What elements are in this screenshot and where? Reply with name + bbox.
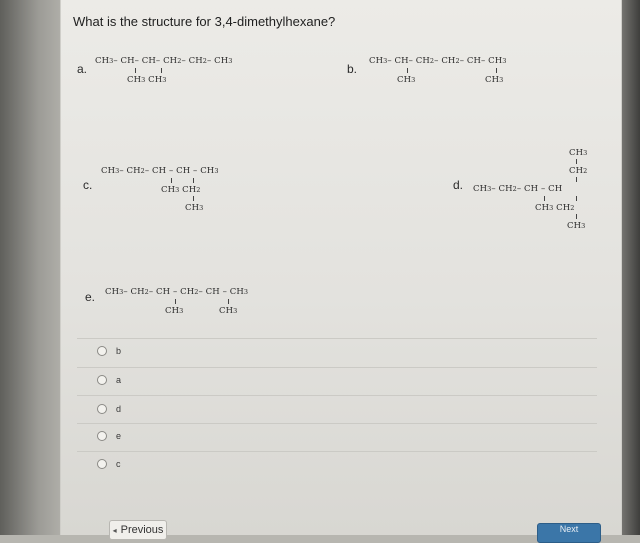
- radio-button[interactable]: [97, 459, 107, 469]
- option-c-substituents: CH3 CH2: [161, 185, 201, 195]
- option-d-bond-3: [576, 214, 577, 219]
- option-d-main-chain: CH3– CH2– CH – CH: [473, 184, 563, 194]
- option-a-letter: a.: [77, 62, 88, 76]
- option-e-letter: e.: [85, 290, 96, 304]
- option-d-substituents: CH3 CH2: [535, 203, 575, 213]
- radio-button[interactable]: [97, 346, 107, 356]
- option-c-bond-2: [193, 178, 194, 183]
- choice-divider: [77, 423, 597, 424]
- chevron-left-icon: ◂: [112, 525, 117, 535]
- option-e-main-chain: CH3– CH2– CH – CH2– CH – CH3: [105, 287, 249, 297]
- radio-button[interactable]: [97, 431, 107, 441]
- answer-choice-e[interactable]: [97, 428, 121, 444]
- option-c-lower-substituent: CH3: [185, 203, 204, 213]
- option-b-main-chain: CH3– CH– CH2– CH2– CH– CH3: [369, 56, 507, 66]
- option-a-bond-1: [135, 68, 136, 73]
- answer-label: c: [116, 459, 121, 469]
- previous-button[interactable]: [109, 520, 167, 540]
- option-b-bond-2: [496, 68, 497, 73]
- answer-label: d: [116, 404, 122, 414]
- answer-divider: [77, 338, 597, 339]
- answer-label: a: [116, 375, 122, 385]
- option-e-bond-2: [228, 299, 229, 304]
- answer-label: b: [116, 346, 122, 356]
- option-a-main-chain: CH3– CH– CH– CH2– CH2– CH3: [95, 56, 233, 66]
- option-e-substituent-2: CH3: [219, 306, 238, 316]
- option-b-substituent-1: CH3: [397, 75, 416, 85]
- answer-choice-c[interactable]: [97, 456, 121, 472]
- option-d-bond-top: [576, 159, 577, 164]
- option-d-bond-upper: [576, 177, 577, 182]
- option-d-bond-2: [576, 196, 577, 201]
- choice-divider: [77, 395, 597, 396]
- option-c-bond-3: [193, 196, 194, 201]
- option-c-letter: c.: [83, 178, 93, 192]
- question-text: What is the structure for 3,4-dimethylhexane?: [73, 14, 336, 29]
- option-b-letter: b.: [347, 62, 358, 76]
- radio-button[interactable]: [97, 375, 107, 385]
- choice-divider: [77, 451, 597, 452]
- next-label: Next: [559, 524, 579, 534]
- option-a-substituents: CH3 CH3: [127, 75, 167, 85]
- choice-divider: [77, 367, 597, 368]
- answer-label: e: [116, 431, 122, 441]
- option-d-letter: d.: [453, 178, 464, 192]
- option-d-lower-substituent: CH3: [567, 221, 586, 231]
- option-b-substituent-2: CH3: [485, 75, 504, 85]
- answer-choice-d[interactable]: [97, 401, 121, 417]
- option-c-bond-1: [171, 178, 172, 183]
- option-e-bond-1: [175, 299, 176, 304]
- option-b-bond-1: [407, 68, 408, 73]
- option-e-substituent-1: CH3: [165, 306, 184, 316]
- option-d-top-methylene: CH2: [569, 166, 588, 176]
- next-button[interactable]: [537, 523, 601, 543]
- previous-label: Previous: [120, 524, 164, 536]
- option-a-bond-2: [161, 68, 162, 73]
- answer-choice-a[interactable]: [97, 372, 121, 388]
- radio-button[interactable]: [97, 404, 107, 414]
- question-card: [60, 0, 622, 535]
- option-d-bond-1: [544, 196, 545, 201]
- option-d-top-methyl: CH3: [569, 148, 588, 158]
- option-c-main-chain: CH3– CH2– CH – CH – CH3: [101, 166, 219, 176]
- answer-choice-b[interactable]: [97, 343, 121, 359]
